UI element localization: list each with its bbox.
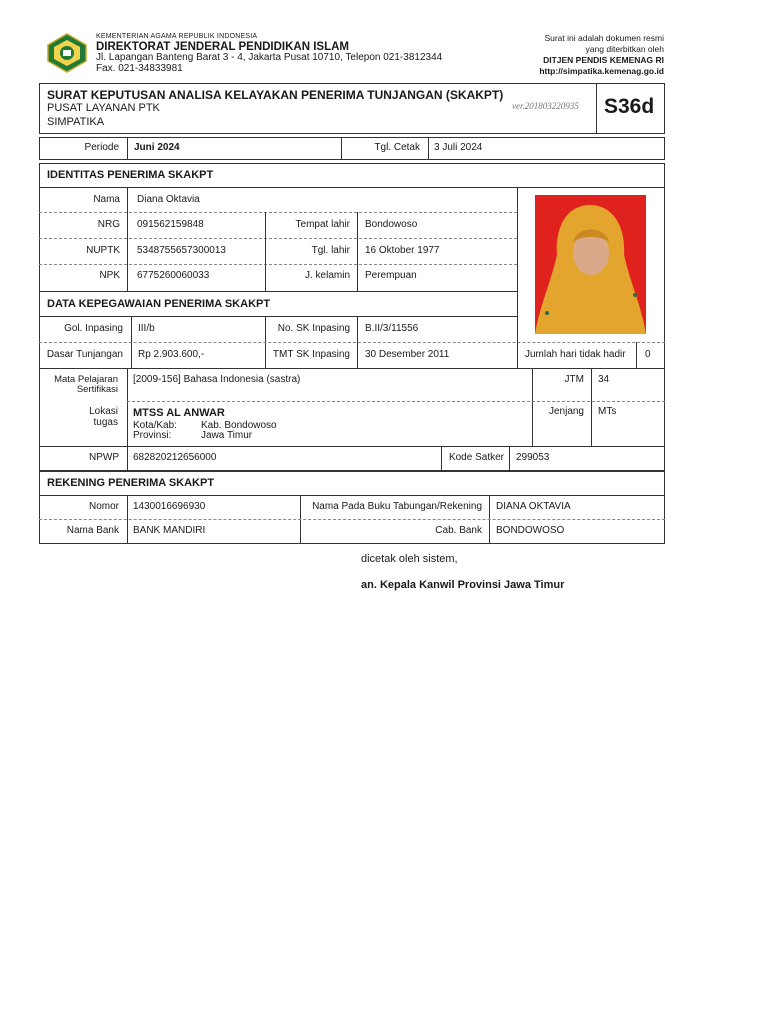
nama-label: Nama [93,194,120,205]
version: ver.201803220935 [512,101,579,111]
kepegawaian-heading: DATA KEPEGAWAIAN PENERIMA SKAKPT [47,298,271,310]
provinsi-label: Provinsi: [133,430,172,441]
identitas-heading: IDENTITAS PENERIMA SKAKPT [47,169,214,181]
kode-satker-label: Kode Satker [448,452,504,463]
document-title: SURAT KEPUTUSAN ANALISA KELAYAKAN PENERIMA TUNJANGAN (SKAKPT) [47,88,504,102]
mapel-label-1: Mata Pelajaran [54,374,118,385]
dasar-tunjangan-label: Dasar Tunjangan [46,349,123,360]
tempat-lahir-label: Tempat lahir [295,219,350,230]
jumlah-hari-value: 0 [645,349,651,360]
person-photo [535,195,646,334]
fax: Fax. 021-34833981 [96,63,183,74]
title-sub-1: PUSAT LAYANAN PTK [47,102,160,114]
title-sub-2: SIMPATIKA [47,116,105,128]
npk-value: 6775260060033 [137,270,210,281]
kemenag-logo-icon [46,33,88,73]
note-line-3: DITJEN PENDIS KEMENAG RI [543,55,664,65]
npk-label: NPK [99,270,120,281]
provinsi-value: Jawa Timur [201,430,253,441]
gol-inpasing-value: III/b [138,323,155,334]
sekolah-name: MTSS AL ANWAR [133,407,225,419]
npwp-value: 682820212656000 [133,452,217,463]
nama-bank-value: BANK MANDIRI [133,525,206,536]
signer: an. Kepala Kanwil Provinsi Jawa Timur [361,579,565,591]
gol-inpasing-label: Gol. Inpasing [64,323,123,334]
lokasi-label-2: tugas [93,417,118,428]
nrg-value: 091562159848 [137,219,204,230]
tmt-sk-label: TMT SK Inpasing [272,349,350,360]
dasar-tunjangan-value: Rp 2.903.600,- [138,349,205,360]
jenis-kelamin-label: J. kelamin [304,270,350,281]
note-line-1: Surat ini adalah dokumen resmi [544,33,664,43]
no-sk-value: B.II/3/11556 [365,323,419,334]
nuptk-label: NUPTK [86,245,120,256]
tgl-lahir-label: Tgl. lahir [311,245,350,256]
rekening-heading: REKENING PENERIMA SKAKPT [47,477,215,489]
jumlah-hari-label: Jumlah hari tidak hadir [525,349,626,360]
form-code: S36d [604,95,655,118]
note-line-4: http://simpatika.kemenag.go.id [539,66,664,76]
tmt-sk-value: 30 Desember 2011 [365,349,450,360]
jenjang-value: MTs [598,406,617,417]
periode-row [39,137,665,160]
jenis-kelamin-value: Perempuan [365,270,417,281]
note-line-2: yang diterbitkan oleh [585,44,664,54]
ministry-name: KEMENTERIAN AGAMA REPUBLIK INDONESIA [96,33,258,40]
nama-rekening-label: Nama Pada Buku Tabungan/Rekening [312,501,482,512]
no-sk-label: No. SK Inpasing [277,323,350,334]
tgl-lahir-value: 16 Oktober 1977 [365,245,440,256]
tgl-cetak-value: 3 Juli 2024 [434,142,483,153]
official-note [539,33,664,77]
cabang-bank-value: BONDOWOSO [496,525,565,536]
lokasi-label-1: Lokasi [89,406,118,417]
printed-note: dicetak oleh sistem, [361,553,458,565]
tempat-lahir-value: Bondowoso [365,219,418,230]
periode-label: Periode [84,142,119,153]
jtm-value: 34 [598,374,610,385]
kode-satker-value: 299053 [516,452,550,463]
tgl-cetak-label: Tgl. Cetak [374,142,420,153]
npwp-label: NPWP [89,452,119,463]
nama-value: Diana Oktavia [137,194,200,205]
nrg-label: NRG [97,219,120,230]
periode-value: Juni 2024 [134,142,180,153]
mapel-value: [2009-156] Bahasa Indonesia (sastra) [133,374,301,385]
directorate-name: DIREKTORAT JENDERAL PENDIDIKAN ISLAM [96,41,350,53]
kota-value: Kab. Bondowoso [201,420,277,431]
nomor-rekening-value: 1430016696930 [133,501,206,512]
kota-label: Kota/Kab: [133,420,177,431]
nama-rekening-value: DIANA OKTAVIA [496,501,571,512]
jenjang-label: Jenjang [548,406,584,417]
cabang-bank-label: Cab. Bank [435,525,482,536]
address: Jl. Lapangan Banteng Barat 3 - 4, Jakarta Pusat 10710, Telepon 021-3812344 [96,52,443,63]
nomor-rekening-label: Nomor [88,501,119,512]
nuptk-value: 5348755657300013 [137,245,226,256]
jtm-label: JTM [564,374,584,385]
mapel-label-2: Sertifikasi [76,384,118,395]
nama-bank-label: Nama Bank [66,525,119,536]
